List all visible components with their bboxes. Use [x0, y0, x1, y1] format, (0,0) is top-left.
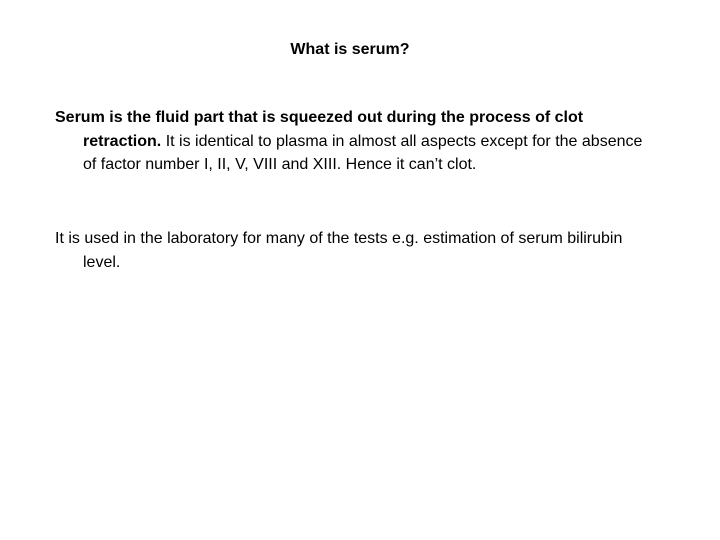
- slide-title: What is serum?: [290, 41, 410, 58]
- paragraph-definition: [55, 106, 655, 177]
- paragraph-definition-normal: It is identical to plasma in almost all aspects except for the absence of factor number I, II, V, VIII and XIII. Hence it can’t clot.: [83, 132, 643, 173]
- paragraph-definition-bold: Serum is the fluid part that is squeezed out during the process of clot retraction.: [55, 109, 584, 150]
- paragraph-usage: It is used in the laboratory for many of the tests e.g. estimation of serum bilirubin level.: [55, 230, 623, 271]
